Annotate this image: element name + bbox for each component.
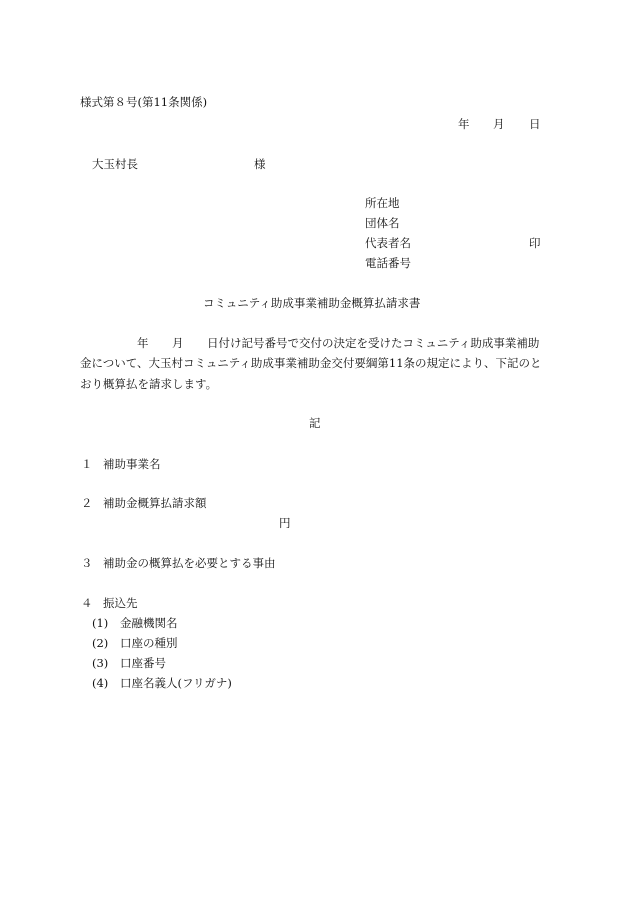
body-month: 月	[172, 336, 184, 350]
body-year: 年	[137, 336, 149, 350]
body-line-2: 金について、大玉村コミュニティ助成事業補助金交付要綱第11条の規定により、下記のと	[80, 356, 542, 370]
field-organization-label: 団体名	[365, 216, 400, 230]
item-reason: 補助金の概算払を必要とする事由	[103, 556, 276, 570]
field-representative-label: 代表者名	[365, 236, 411, 250]
addressee-name: 大玉村長	[92, 157, 138, 171]
field-address-label: 所在地	[365, 196, 400, 210]
item-number: １	[81, 457, 93, 471]
item-number: ２	[81, 496, 93, 510]
amount-unit-yen: 円	[279, 516, 291, 530]
sub-item-number: (2)	[92, 636, 109, 650]
date-year: 年	[458, 117, 470, 131]
document-title: コミュニティ助成事業補助金概算払請求書	[203, 296, 421, 310]
item-number: ４	[81, 596, 93, 610]
sub-item-number: (1)	[92, 616, 109, 630]
date-month: 月	[493, 117, 505, 131]
body-line-1: 日付け記号番号で交付の決定を受けたコミュニティ助成事業補助	[207, 336, 540, 350]
ki-heading: 記	[309, 416, 321, 430]
date-day: 日	[529, 117, 541, 131]
item-request-amount: 補助金概算払請求額	[103, 496, 207, 510]
seal-mark: 印	[529, 236, 541, 250]
item-bank-transfer: 振込先	[103, 596, 138, 610]
sub-item-account-holder: 口座名義人(フリガナ)	[120, 676, 232, 690]
sub-item-number: (3)	[92, 656, 109, 670]
sub-item-account-type: 口座の種別	[120, 636, 178, 650]
sub-item-account-number: 口座番号	[120, 656, 166, 670]
field-phone-label: 電話番号	[365, 256, 411, 270]
item-project-name: 補助事業名	[103, 457, 161, 471]
form-label: 様式第８号(第11条関係)	[80, 95, 208, 109]
addressee-honorific: 様	[254, 157, 266, 171]
body-line-3: おり概算払を請求します。	[80, 377, 218, 391]
sub-item-number: (4)	[92, 676, 109, 690]
sub-item-bank-name: 金融機関名	[120, 616, 178, 630]
item-number: ３	[81, 556, 93, 570]
